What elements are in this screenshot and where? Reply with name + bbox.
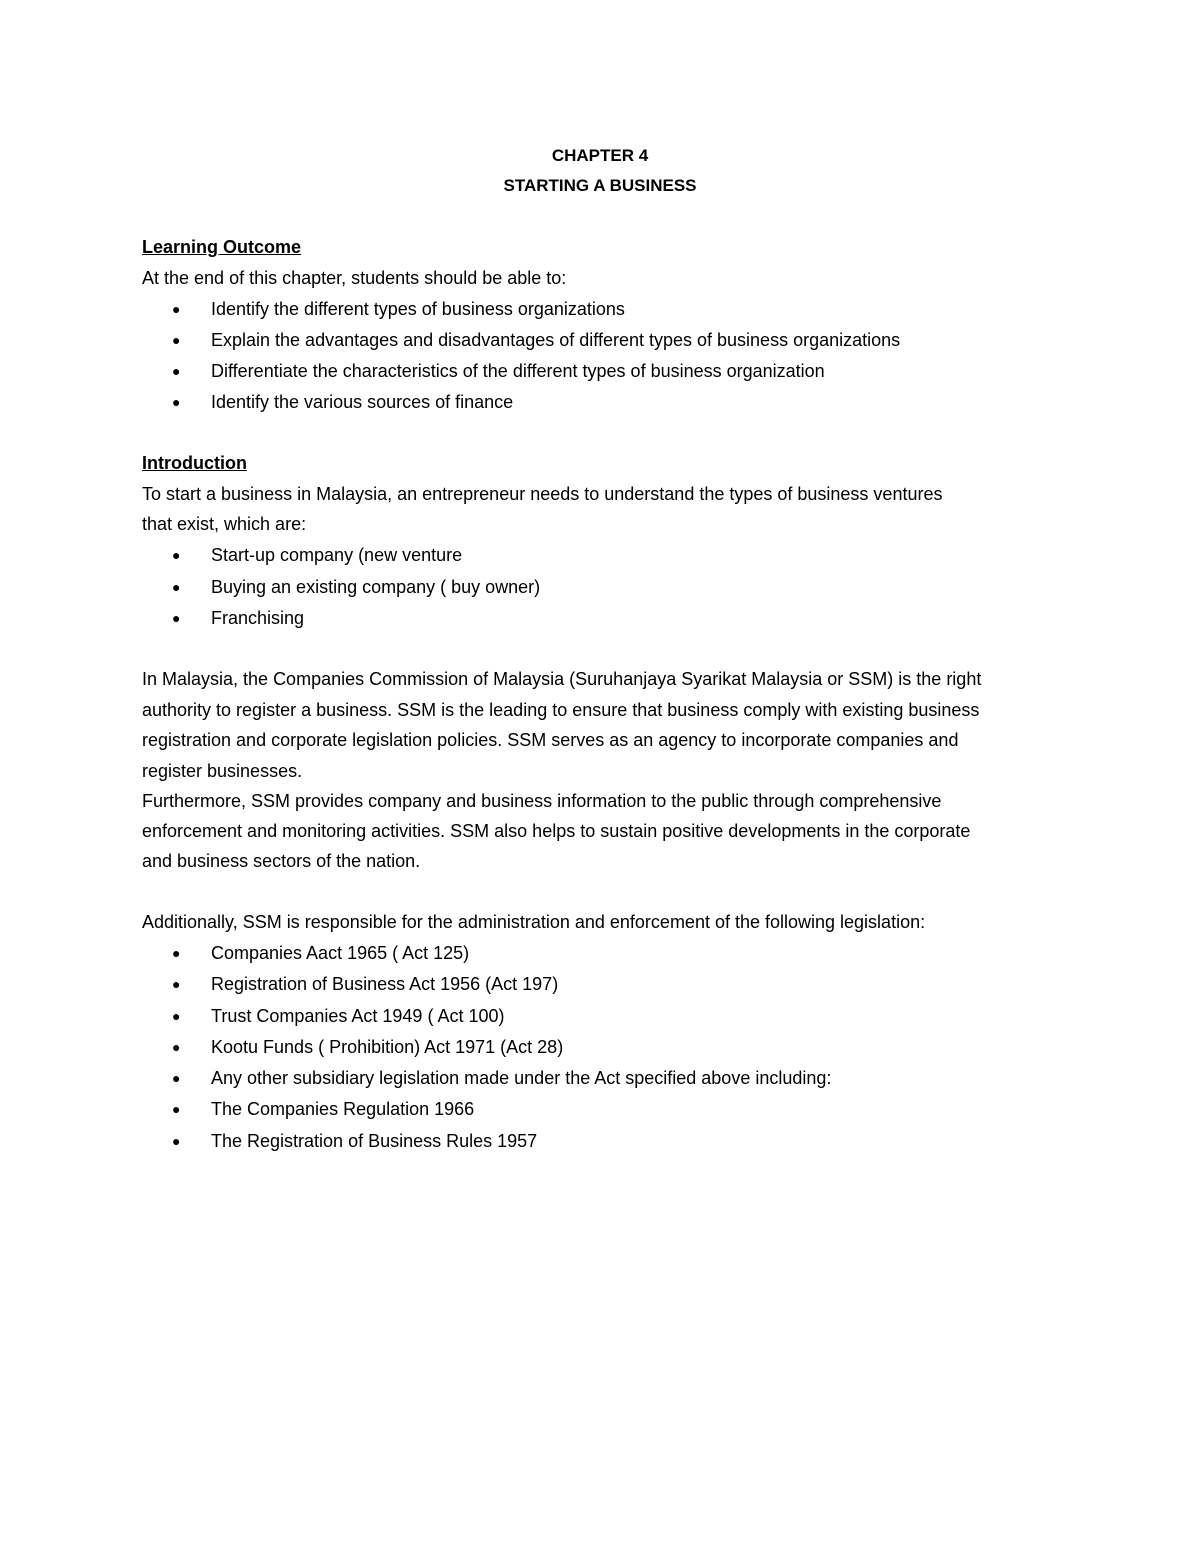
- list-item-text: Start-up company (new venture: [211, 545, 463, 565]
- paragraph-line: Furthermore, SSM provides company and business information to the public through comprehensive: [142, 791, 942, 811]
- bullet-icon: ●: [172, 1101, 181, 1117]
- list-item: [172, 360, 825, 382]
- paragraph-line: and business sectors of the nation.: [142, 851, 421, 871]
- list-item-text: Kootu Funds ( Prohibition) Act 1971 (Act 28): [211, 1037, 564, 1057]
- list-item-text: Explain the advantages and disadvantages of different types of business organizations: [211, 330, 901, 350]
- introduction-line: To start a business in Malaysia, an entrepreneur needs to understand the types of business ventures: [142, 484, 943, 504]
- list-item: [172, 1098, 474, 1120]
- bullet-icon: ●: [172, 1039, 181, 1055]
- legislation-intro: Additionally, SSM is responsible for the administration and enforcement of the following legislation:: [142, 912, 926, 932]
- list-item-text: Identify the various sources of finance: [211, 392, 514, 412]
- list-item: [172, 942, 469, 964]
- list-item-text: The Registration of Business Rules 1957: [211, 1131, 538, 1151]
- list-item: [172, 607, 304, 629]
- list-item: [172, 1036, 563, 1058]
- chapter-number: CHAPTER 4: [551, 146, 649, 165]
- list-item-text: Differentiate the characteristics of the different types of business organization: [211, 361, 825, 381]
- list-item-text: Identify the different types of business organizations: [211, 299, 625, 319]
- list-item: [172, 973, 558, 995]
- list-item-text: Companies Aact 1965 ( Act 125): [211, 943, 470, 963]
- bullet-icon: ●: [172, 1008, 181, 1024]
- list-item: [172, 391, 513, 413]
- list-item-text: The Companies Regulation 1966: [211, 1099, 475, 1119]
- bullet-icon: ●: [172, 301, 181, 317]
- list-item: [172, 1067, 831, 1089]
- list-item: [172, 298, 625, 320]
- list-item-text: Registration of Business Act 1956 (Act 197): [211, 974, 559, 994]
- introduction-heading: Introduction: [142, 453, 247, 473]
- paragraph-line: enforcement and monitoring activities. SSM also helps to sustain positive developments in the corporate: [142, 821, 971, 841]
- list-item: [172, 1005, 504, 1027]
- bullet-icon: ●: [172, 547, 181, 563]
- learning-outcome-intro: At the end of this chapter, students should be able to:: [142, 268, 567, 288]
- paragraph-line: authority to register a business. SSM is the leading to ensure that business comply with existing business: [142, 700, 980, 720]
- bullet-icon: ●: [172, 945, 181, 961]
- chapter-title: STARTING A BUSINESS: [503, 176, 697, 195]
- bullet-icon: ●: [172, 394, 181, 410]
- list-item: [172, 576, 540, 598]
- list-item-text: Trust Companies Act 1949 ( Act 100): [211, 1006, 505, 1026]
- list-item-text: Any other subsidiary legislation made under the Act specified above including:: [211, 1068, 832, 1088]
- list-item-text: Franchising: [211, 608, 305, 628]
- introduction-line: that exist, which are:: [142, 514, 307, 534]
- paragraph-line: registration and corporate legislation policies. SSM serves as an agency to incorporate companies and: [142, 730, 959, 750]
- bullet-icon: ●: [172, 363, 181, 379]
- bullet-icon: ●: [172, 1070, 181, 1086]
- list-item: [172, 544, 462, 566]
- learning-outcome-heading: Learning Outcome: [142, 237, 302, 257]
- paragraph-line: register businesses.: [142, 761, 303, 781]
- bullet-icon: ●: [172, 579, 181, 595]
- list-item: [172, 1130, 537, 1152]
- bullet-icon: ●: [172, 1133, 181, 1149]
- bullet-icon: ●: [172, 610, 181, 626]
- bullet-icon: ●: [172, 976, 181, 992]
- paragraph-line: In Malaysia, the Companies Commission of Malaysia (Suruhanjaya Syarikat Malaysia or SSM) is the right: [142, 669, 982, 689]
- list-item-text: Buying an existing company ( buy owner): [211, 577, 541, 597]
- list-item: [172, 329, 900, 351]
- bullet-icon: ●: [172, 332, 181, 348]
